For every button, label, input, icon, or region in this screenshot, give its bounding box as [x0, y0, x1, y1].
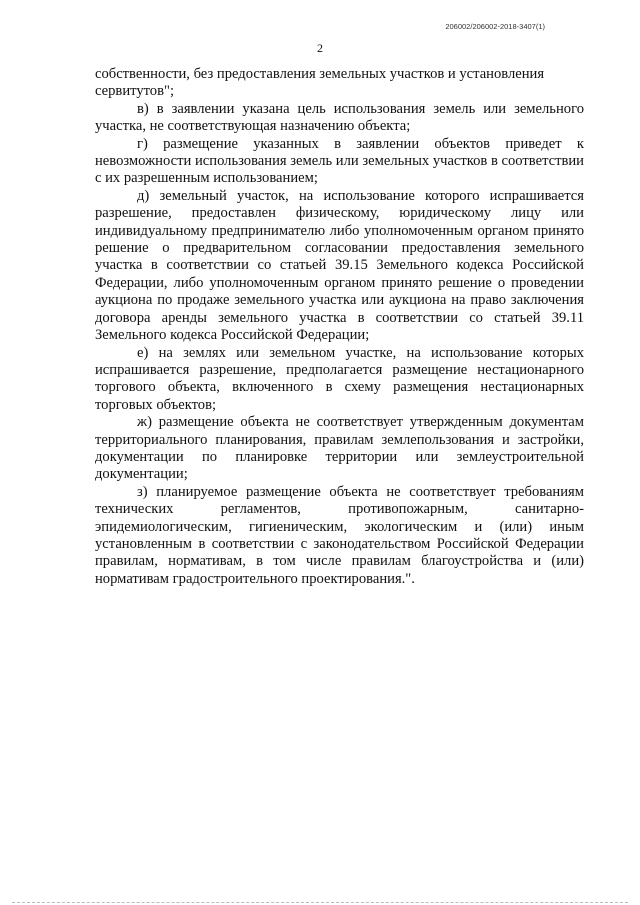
- paragraph-item-z: з) планируемое размещение объекта не соответствует требованиям технических регламентов, противопожарным, санитарно-эпидемиологическим, гигиеническим, экологическим и (или) иным установленным в соответствии с законодательством Российской Федерации правилам, нормативам, в том числе правилам благоустройства и (или) нормативам градостроительного проектирования.".: [95, 483, 584, 587]
- paragraph-item-d: д) земельный участок, на использование которого испрашивается разрешение, предоставлен физическому, юридическому лицу или индивидуальному предпринимателю либо уполномоченным органом принято решение о предварительном согласовании предоставления земельного участка в соответствии со статьей 39.15 Земельного кодекса Российской Федерации, либо уполномоченным органом принято решение о проведении аукциона по продаже земельного участка или аукциона на право заключения договора аренды земельного участка в соответствии со статьей 39.11 Земельного кодекса Российской Федерации;: [95, 187, 584, 344]
- paragraph-item-v: в) в заявлении указана цель использования земель или земельного участка, не соответствующая назначению объекта;: [95, 100, 584, 135]
- document-body: [95, 66, 584, 588]
- paragraph-item-g: г) размещение указанных в заявлении объектов приведет к невозможности использования земель или земельных участков в соответствии с их разрешенным использованием;: [95, 135, 584, 187]
- paragraph-item-e: е) на землях или земельном участке, на использование которых испрашивается разрешение, предполагается размещение нестационарного торгового объекта, включенного в схему размещения нестационарных торговых объектов;: [95, 344, 584, 413]
- document-id: 206002/206002-2018-3407(1): [445, 22, 545, 31]
- paragraph-continuation: собственности, без предоставления земельных участков и установления сервитутов";: [95, 66, 545, 100]
- page-number: 2: [317, 41, 323, 55]
- scan-edge-divider: [12, 902, 628, 903]
- paragraph-item-zh: ж) размещение объекта не соответствует утвержденным документам территориального планирования, правилам землепользования и застройки, документации по планировке территории или землеустроительной документации;: [95, 414, 584, 483]
